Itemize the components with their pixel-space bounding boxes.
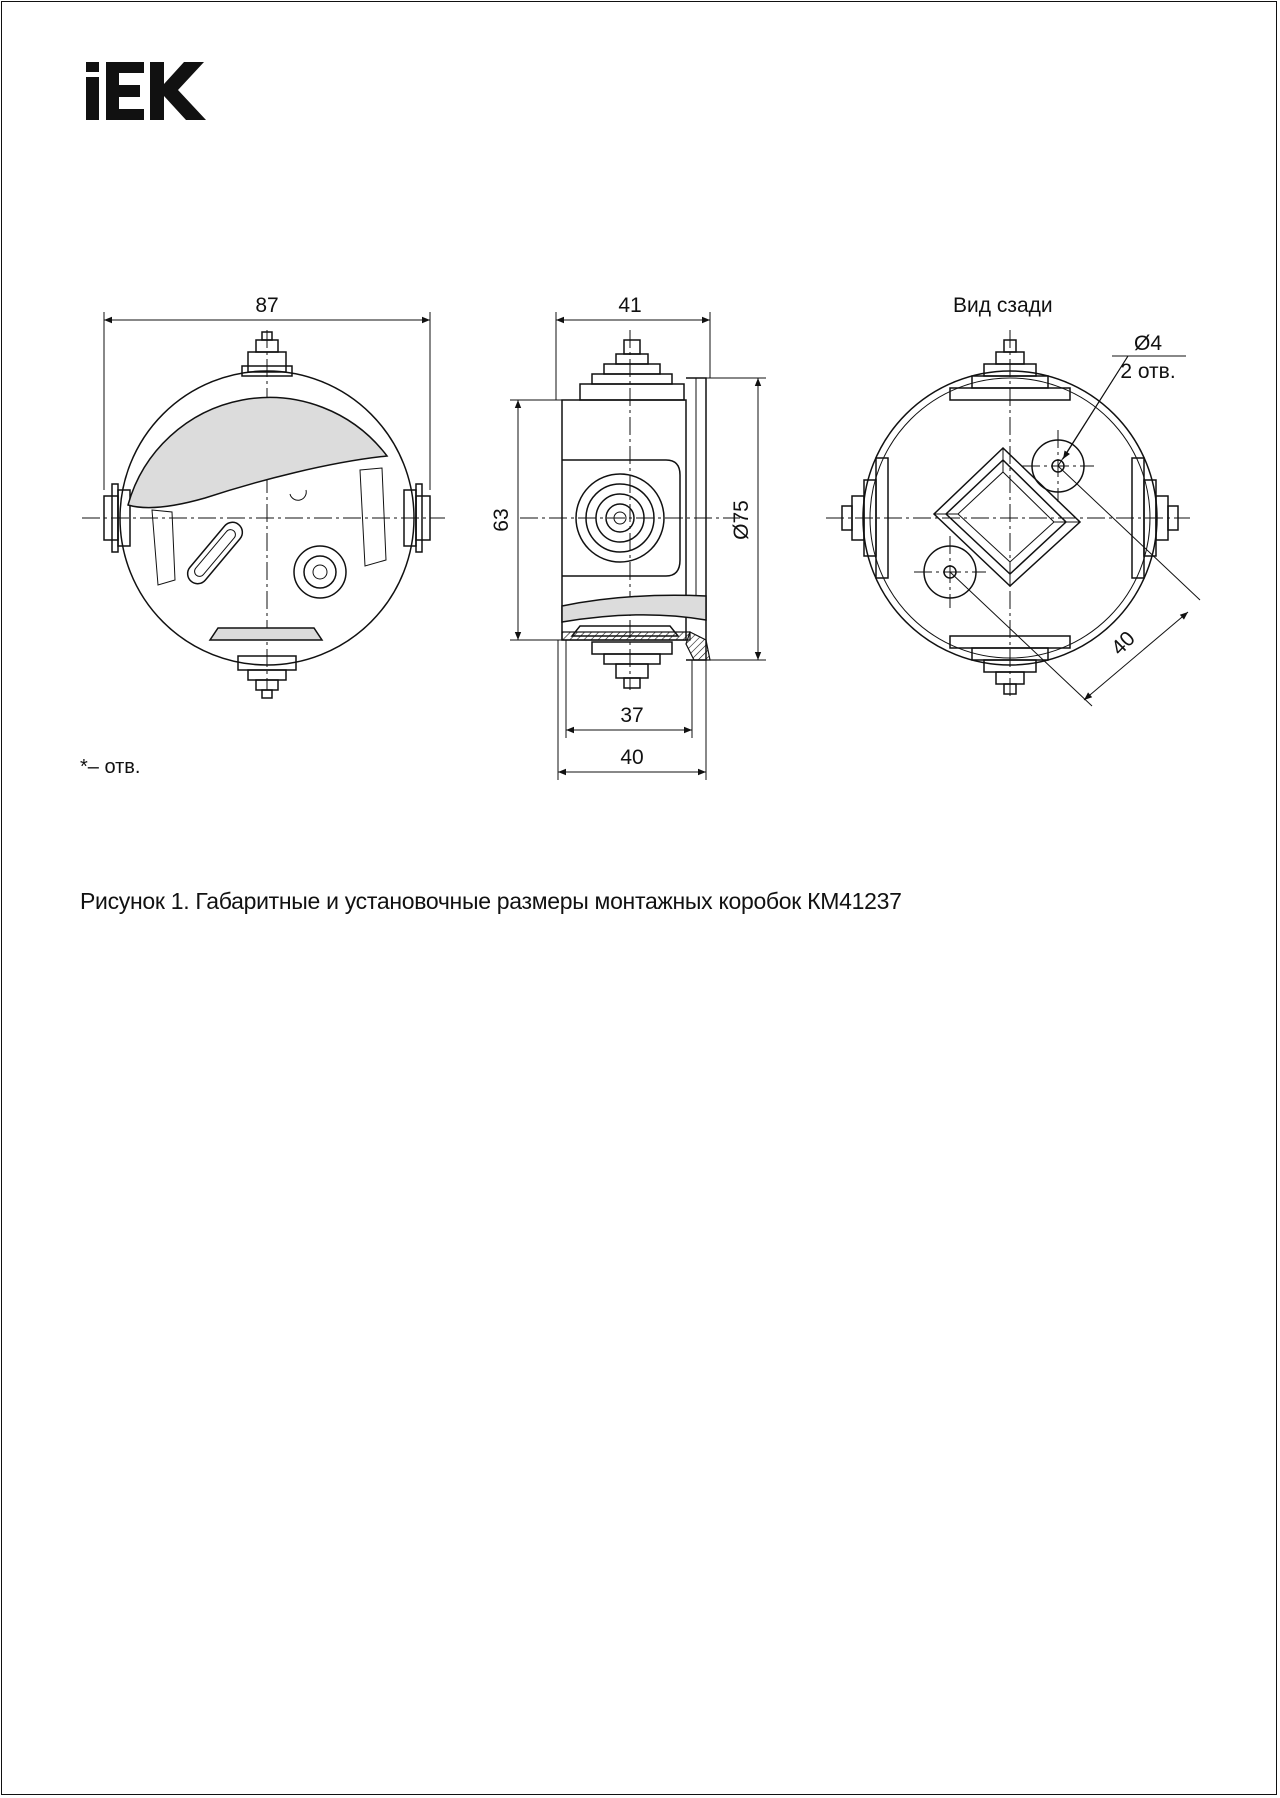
- hole-count-label: 2 отв.: [1120, 360, 1176, 383]
- front-view: [82, 294, 445, 698]
- dimension-87-label: 87: [255, 294, 279, 317]
- hole-note: *– отв.: [80, 756, 141, 778]
- side-view: [490, 294, 766, 780]
- side-lower-shade: [562, 595, 706, 622]
- dimension-41-label: 41: [618, 294, 642, 317]
- side-top-gland: [580, 340, 684, 400]
- front-inner-left-wall: [152, 510, 175, 585]
- side-bottom-gland: [592, 642, 672, 688]
- dimension-37-label: 37: [620, 704, 644, 727]
- front-inner-right-wall: [360, 468, 386, 566]
- front-round-knockout: [294, 546, 346, 598]
- dimension-40-rear-label: 40: [1107, 627, 1140, 660]
- front-bottom-lip: [210, 628, 322, 640]
- front-mounting-slot: [184, 518, 247, 588]
- figure-caption: Рисунок 1. Габаритные и установочные размеры монтажных коробок КМ41237: [80, 888, 902, 914]
- front-lid: [128, 397, 387, 507]
- rear-view: [826, 330, 1200, 706]
- dimension-40-side-label: 40: [620, 746, 644, 769]
- dimension-63-label: 63: [490, 508, 513, 532]
- dimension-d75-label: Ø75: [730, 500, 753, 540]
- hole-diameter-label: Ø4: [1133, 332, 1163, 355]
- rear-view-title: Вид сзади: [953, 294, 1053, 317]
